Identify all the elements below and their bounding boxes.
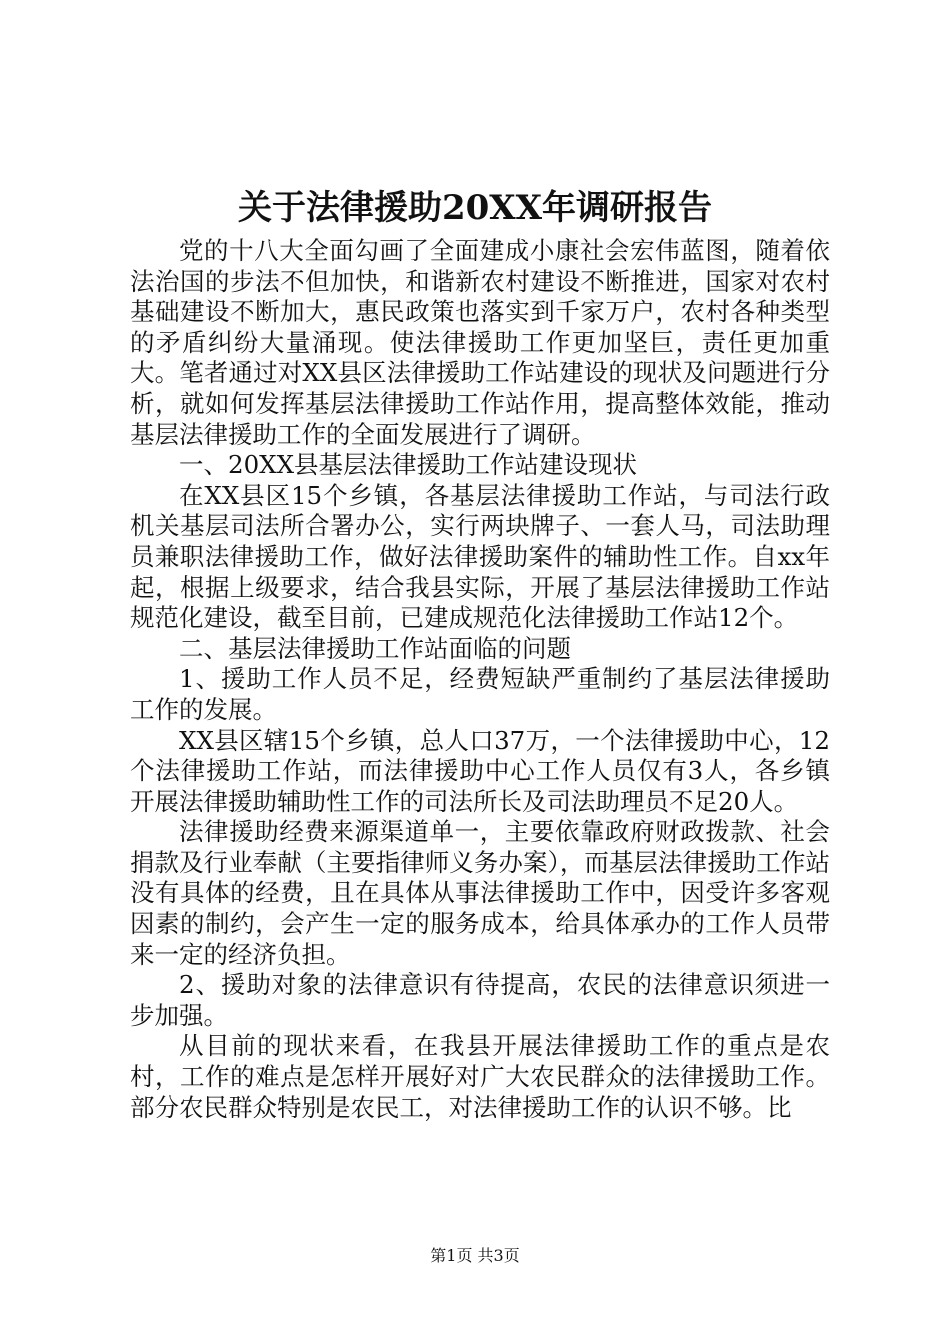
page-number: 第1页 共3页 <box>430 1246 520 1265</box>
subheading-staff-funding: 1、援助工作人员不足，经费短缺严重制约了基层法律援助工作的发展。 <box>130 664 830 724</box>
paragraph-staff: XX县区辖15个乡镇，总人口37万，一个法律援助中心，12个法律援助工作站，而法律援助中心工作人员仅有3人，各乡镇开展法律援助辅助性工作的司法所长及司法助理员不足20人。 <box>130 725 830 816</box>
paragraph-funding: 法律援助经费来源渠道单一，主要依靠政府财政拨款、社会捐款及行业奉献（主要指律师义务办案），而基层法律援助工作站没有具体的经费，且在具体从事法律援助工作中，因受许多客观因素的制约，会产生一定的服务成本，给具体承办的工作人员带来一定的经济负担。 <box>130 817 830 969</box>
paragraph-awareness: 从目前的现状来看，在我县开展法律援助工作的重点是农村，工作的难点是怎样开展好对广大农民群众的法律援助工作。部分农民群众特别是农民工，对法律援助工作的认识不够。比 <box>130 1031 830 1122</box>
paragraph-intro: 党的十八大全面勾画了全面建成小康社会宏伟蓝图，随着依法治国的步法不但加快，和谐新农村建设不断推进，国家对农村基础建设不断加大，惠民政策也落实到千家万户，农村各种类型的矛盾纠纷大量涌现。使法律援助工作更加坚巨，责任更加重大。笔者通过对XX县区法律援助工作站建设的现状及问题进行分析，就如何发挥基层法律援助工作站作用，提高整体效能，推动基层法律援助工作的全面发展进行了调研。 <box>130 236 830 449</box>
section-heading-1: 一、20XX县基层法律援助工作站建设现状 <box>179 450 638 480</box>
document-body <box>130 236 830 1123</box>
section-heading-2: 二、基层法律援助工作站面临的问题 <box>179 633 571 663</box>
subheading-legal-awareness: 2、援助对象的法律意识有待提高，农民的法律意识须进一步加强。 <box>130 970 830 1030</box>
document-title: 关于法律援助20XX年调研报告 <box>237 188 713 228</box>
paragraph-current-status: 在XX县区15个乡镇，各基层法律援助工作站，与司法行政机关基层司法所合署办公，实行两块牌子、一套人马，司法助理员兼职法律援助工作，做好法律援助案件的辅助性工作。自xx年起，根据上级要求，结合我县实际，开展了基层法律援助工作站规范化建设，截至目前，已建成规范化法律援助工作站12个。 <box>130 480 830 633</box>
